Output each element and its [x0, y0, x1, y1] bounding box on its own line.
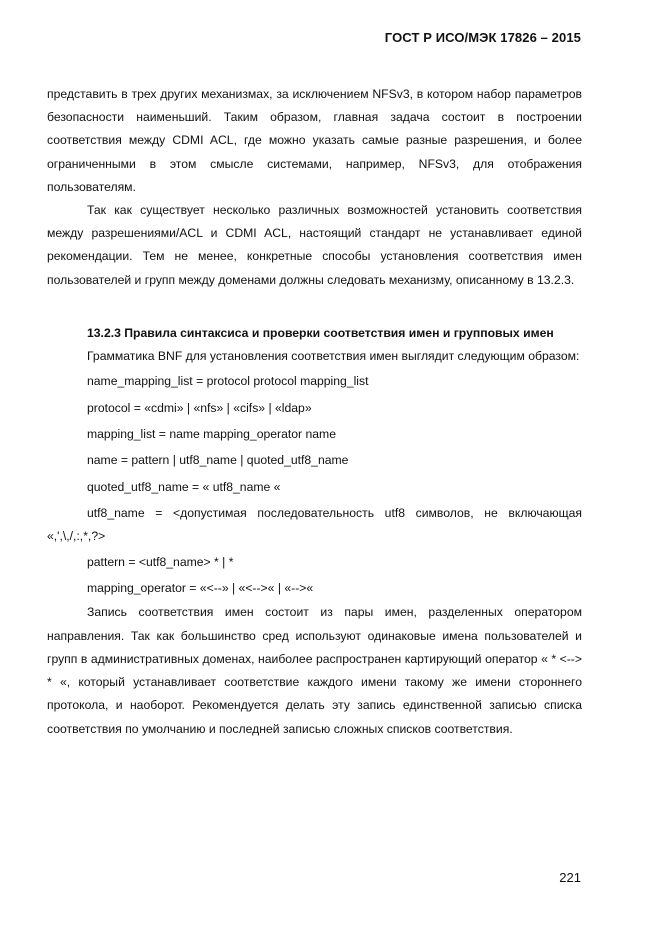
bnf-rule: quoted_utf8_name = « utf8_name «: [87, 479, 281, 494]
section-heading: 13.2.3 Правила синтаксиса и проверки соответствия имен и групповых имен: [87, 325, 554, 340]
bnf-rule: utf8_name = <допустимая последовательность utf8 символов, не включающая «,',\,/,:,*,?>: [47, 506, 582, 544]
bnf-rule: protocol = «cdmi» | «nfs» | «cifs» | «ldap»: [87, 400, 312, 415]
paragraph-mapping-record: Запись соответствия имен состоит из пары имен, разделенных оператором направления. Так как большинство сред используют одинаковые имена пользователей и групп в административных доменах, наиболее распространен картирующий оператор « * <--> * «, который устанавливает соответствие каждого имени такому же имени стороннего протокола, и наоборот. Рекомендуется делать эту запись единственной записью списка соответствия по умолчанию и последней записью сложных списков соответствия.: [47, 605, 582, 736]
bnf-rule: mapping_operator = «<--» | «<-->« | «-->«: [87, 581, 314, 596]
bnf-rule: name_mapping_list = protocol protocol mapping_list: [87, 374, 369, 389]
document-header: ГОСТ Р ИСО/МЭК 17826 – 2015: [384, 30, 581, 45]
bnf-rule: name = pattern | utf8_name | quoted_utf8_name: [87, 453, 349, 468]
page-number: 221: [559, 870, 581, 885]
paragraph-mapping-note: Так как существует несколько различных возможностей установить соответствия между разрешениями/ACL и CDMI ACL, настоящий стандарт не устанавливает единой рекомендации. Тем не менее, конкретные способы установления соответствия имен пользователей и групп между доменами должны следовать механизму, описанному в 13.2.3.: [47, 203, 582, 287]
page-body: [47, 83, 582, 741]
bnf-rule: pattern = <utf8_name> * | *: [87, 554, 234, 569]
paragraph-continuation: представить в трех других механизмах, за исключением NFSv3, в котором набор параметров безопасности наименьший. Таким образом, главная задача состоит в построении соответствия между CDMI ACL, где можно указать самые разные разрешения, и более ограниченными в этом смысле системами, например, NFSv3, для отображения пользователям.: [47, 87, 582, 194]
bnf-rule: mapping_list = name mapping_operator name: [87, 427, 336, 442]
paragraph-bnf-intro: Грамматика BNF для установления соответствия имен выглядит следующим образом:: [87, 349, 580, 364]
bnf-grammar: [47, 368, 582, 601]
